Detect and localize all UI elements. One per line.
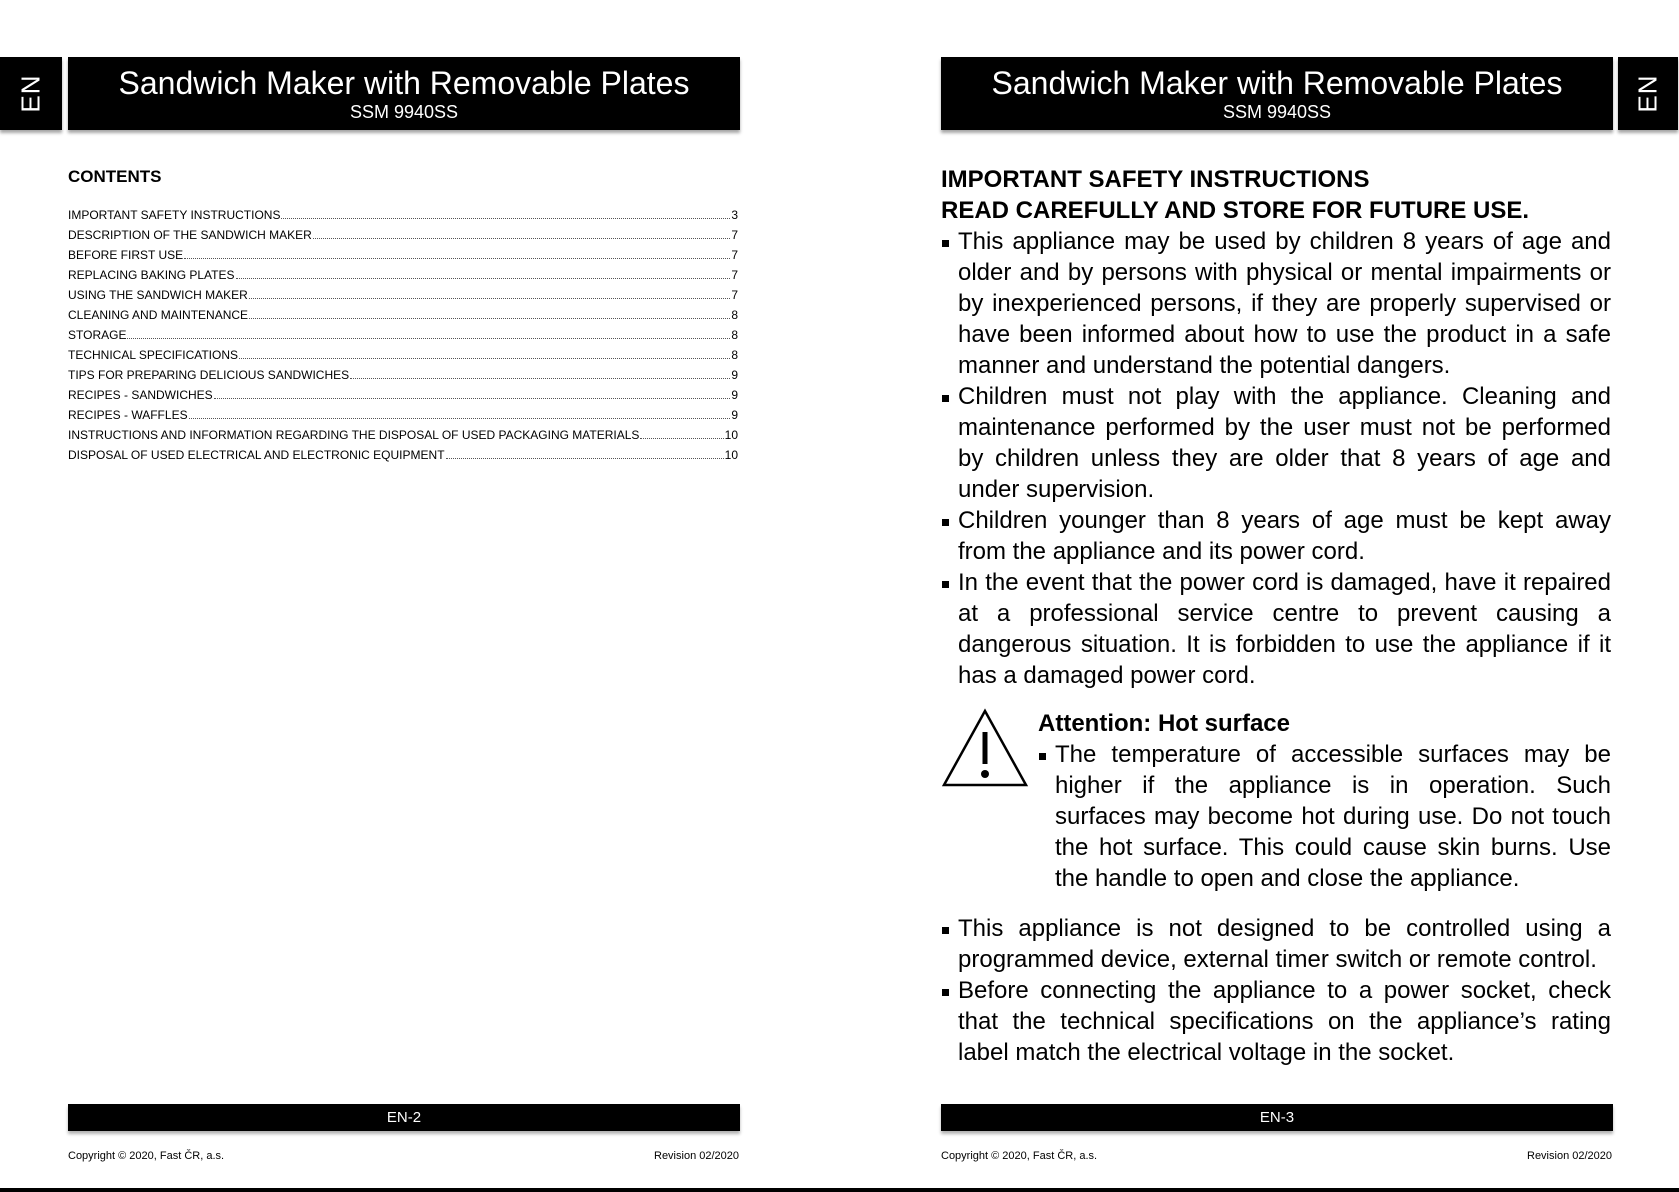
toc-leader-dots (313, 237, 731, 239)
language-label: EN (1632, 74, 1663, 113)
left-page (0, 0, 839, 1192)
copyright-text: Copyright © 2020, Fast ČR, a.s. (68, 1150, 225, 1162)
toc-entry-page: 7 (731, 268, 738, 282)
toc-leader-dots (214, 397, 731, 399)
toc-entry-label: BEFORE FIRST USE (68, 248, 184, 262)
bottom-divider (0, 1188, 1679, 1192)
safety-bullet: Children must not play with the appliance. Cleaning and maintenance performed by the user must not be performed by children unless they are older that 8 years of age and under supervision. (941, 381, 1611, 505)
toc-leader-dots (249, 317, 730, 319)
page-header (68, 57, 740, 130)
toc-entry[interactable] (68, 325, 738, 345)
toc-entry-label: CLEANING AND MAINTENANCE (68, 308, 249, 322)
page-title: Sandwich Maker with Removable Plates (118, 65, 690, 101)
toc-entry[interactable] (68, 365, 738, 385)
attention-bullets (1038, 739, 1611, 894)
safety-bullet: In the event that the power cord is damaged, have it repaired at a professional service centre to prevent causing a dangerous situation. It is forbidden to use the appliance if it has a damaged power cord. (941, 567, 1611, 691)
toc-leader-dots (127, 337, 730, 339)
toc-entry-page: 8 (731, 328, 738, 342)
toc-leader-dots (239, 357, 730, 359)
copyright-text: Copyright © 2020, Fast ČR, a.s. (941, 1150, 1098, 1162)
toc-entry-label: RECIPES - SANDWICHES (68, 388, 213, 402)
language-tab (1618, 57, 1678, 130)
toc-leader-dots (446, 457, 724, 459)
safety-heading: IMPORTANT SAFETY INSTRUCTIONS (941, 166, 1370, 193)
safety-section-continued (941, 913, 1611, 1068)
toc-entry-page: 10 (724, 448, 738, 462)
toc-leader-dots (184, 257, 730, 259)
toc-entry-label: DESCRIPTION OF THE SANDWICH MAKER (68, 228, 312, 242)
page-title: Sandwich Maker with Removable Plates (991, 65, 1563, 101)
toc-entry-label: TIPS FOR PREPARING DELICIOUS SANDWICHES (68, 368, 350, 382)
revision-text: Revision 02/2020 (1527, 1150, 1613, 1162)
language-label: EN (15, 74, 46, 113)
toc-entry-page: 9 (731, 368, 738, 382)
toc-entry-page: 3 (731, 208, 738, 222)
toc-leader-dots (640, 437, 723, 439)
toc-entry[interactable] (68, 305, 738, 325)
toc-entry-label: IMPORTANT SAFETY INSTRUCTIONS (68, 208, 281, 222)
page-number-bar: EN-2 (68, 1104, 740, 1131)
toc-entry-page: 9 (731, 408, 738, 422)
page-number-bar: EN-3 (941, 1104, 1613, 1131)
toc-entry[interactable] (68, 445, 738, 465)
warning-triangle-icon (941, 708, 1029, 788)
toc-entry-page: 9 (731, 388, 738, 402)
page-header (941, 57, 1613, 130)
attention-title: Attention: Hot surface (1038, 710, 1290, 737)
toc-entry[interactable] (68, 425, 738, 445)
attention-bullet: The temperature of accessible surfaces may be higher if the appliance is in operation. Such surfaces may become hot during use. Do not touch the hot surface. This could cause skin burns. Use the handle to open and close the appliance. (1038, 739, 1611, 894)
safety-bullet: This appliance may be used by children 8 years of age and older and by persons with physical or mental impairments or by inexperienced persons, if they are properly supervised or have been informed about how to use the product in a safe manner and understand the potential dangers. (941, 226, 1611, 381)
attention-block (941, 708, 1611, 898)
safety-bullets-2 (941, 913, 1611, 1068)
toc-entry-page: 7 (731, 228, 738, 242)
safety-subheading: READ CAREFULLY AND STORE FOR FUTURE USE. (941, 197, 1530, 224)
safety-bullet: This appliance is not designed to be controlled using a programmed device, external timer switch or remote control. (941, 913, 1611, 975)
model-number: SSM 9940SS (1222, 102, 1332, 122)
toc-entry-label: STORAGE (68, 328, 127, 342)
toc-entry[interactable] (68, 205, 738, 225)
safety-bullets (941, 226, 1611, 691)
toc-entry-page: 8 (731, 308, 738, 322)
toc-entry-page: 7 (731, 248, 738, 262)
toc-entry-page: 10 (724, 428, 738, 442)
toc-entry-label: RECIPES - WAFFLES (68, 408, 188, 422)
toc-leader-dots (236, 277, 731, 279)
toc-entry-label: TECHNICAL SPECIFICATIONS (68, 348, 239, 362)
language-tab (0, 57, 62, 130)
toc-entry[interactable] (68, 225, 738, 245)
toc-entry[interactable] (68, 245, 738, 265)
toc-entry[interactable] (68, 265, 738, 285)
model-number: SSM 9940SS (349, 102, 459, 122)
safety-bullet: Children younger than 8 years of age must be kept away from the appliance and its power cord. (941, 505, 1611, 567)
contents-heading: CONTENTS (68, 167, 162, 186)
safety-section (941, 164, 1611, 691)
toc-entry-label: INSTRUCTIONS AND INFORMATION REGARDING THE DISPOSAL OF USED PACKAGING MATERIALS (68, 428, 640, 442)
toc-leader-dots (281, 217, 730, 219)
toc-entry-page: 7 (731, 288, 738, 302)
toc-leader-dots (249, 297, 731, 299)
toc-entry-label: USING THE SANDWICH MAKER (68, 288, 248, 302)
toc-entry[interactable] (68, 405, 738, 425)
toc-entry-label: REPLACING BAKING PLATES (68, 268, 235, 282)
toc-entry[interactable] (68, 345, 738, 365)
toc-entry-label: DISPOSAL OF USED ELECTRICAL AND ELECTRONIC EQUIPMENT (68, 448, 445, 462)
toc-entry[interactable] (68, 285, 738, 305)
safety-bullet: Before connecting the appliance to a power socket, check that the technical specifications on the appliance’s rating label match the electrical voltage in the socket. (941, 975, 1611, 1068)
revision-text: Revision 02/2020 (654, 1150, 740, 1162)
attention-body (1038, 708, 1611, 894)
right-page (839, 0, 1678, 1192)
toc-entry-page: 8 (731, 348, 738, 362)
toc-leader-dots (350, 377, 730, 379)
toc-entry[interactable] (68, 385, 738, 405)
table-of-contents (68, 205, 738, 465)
toc-leader-dots (189, 417, 731, 419)
